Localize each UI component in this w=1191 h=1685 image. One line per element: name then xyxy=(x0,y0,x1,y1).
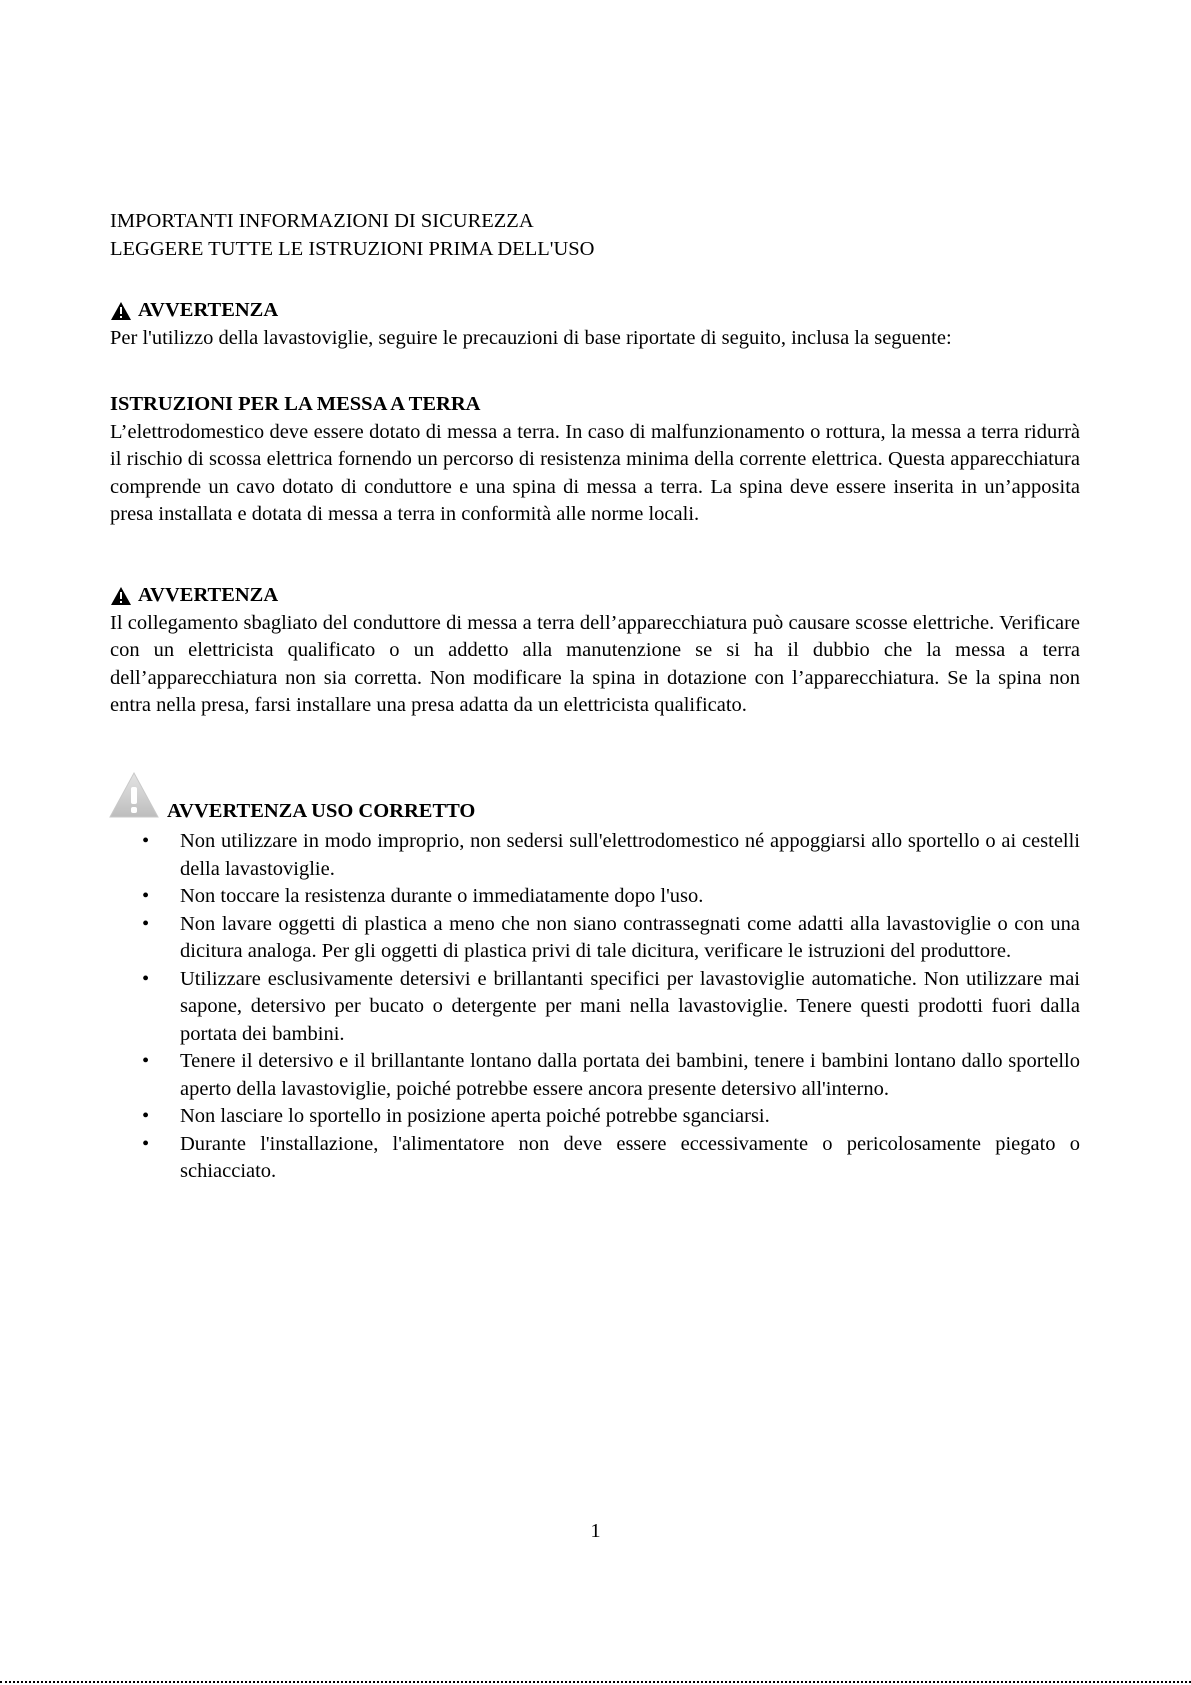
warning-triangle-icon xyxy=(108,771,160,819)
grounding-title: ISTRUZIONI PER LA MESSA A TERRA xyxy=(110,393,481,415)
header-title: IMPORTANTI INFORMAZIONI DI SICUREZZA xyxy=(110,210,534,232)
warning-triangle-icon xyxy=(110,301,132,321)
list-item-text: Non lavare oggetti di plastica a meno che non siano contrassegnati come adatti alla lavastoviglie o con una dicitura analoga. Per gli oggetti di plastica privi di tale dicitura, verificare le istruzioni del produttore. xyxy=(180,912,1080,962)
list-item xyxy=(110,1131,1080,1186)
grounding-section xyxy=(110,391,1080,529)
list-item-text: Non toccare la resistenza durante o immediatamente dopo l'uso. xyxy=(180,885,704,907)
list-item xyxy=(110,911,1080,966)
list-item-text: Non utilizzare in modo improprio, non sedersi sull'elettrodomestico né appoggiarsi allo sportello o ai cestelli della lavastoviglie. xyxy=(180,830,1080,880)
warning-heading xyxy=(110,582,1080,610)
list-item xyxy=(110,883,1080,911)
bullet-point: • xyxy=(142,830,150,852)
warning-heading xyxy=(110,297,1080,325)
list-item xyxy=(110,828,1080,883)
bullet-point: • xyxy=(142,912,150,935)
bullet-list xyxy=(110,828,1080,1186)
list-item-text: Tenere il detersivo e il brillantante lontano dalla portata dei bambini, tenere i bambini lontano dallo sportello aperto della lavastoviglie, poiché potrebbe essere ancora presente detersivo all'interno. xyxy=(180,1050,1080,1100)
correct-use-list xyxy=(110,828,1080,1186)
list-item xyxy=(110,1103,1080,1131)
grounding-body: L’elettrodomestico deve essere dotato di messa a terra. In caso di malfunzionamento o rottura, la messa a terra ridurrà il rischio di scossa elettrica fornendo un percorso di resistenza minima della corrente elettrica. Questa apparecchiatura comprende un cavo dotato di conduttore e una spina di messa a terra. La spina deve essere inserita in un’apposita presa installata e dotata di messa a terra in conformità alle norme locali. xyxy=(110,420,1080,525)
warning-title: AVVERTENZA xyxy=(138,299,279,321)
warning-title: AVVERTENZA xyxy=(138,584,279,606)
header-subtitle: LEGGERE TUTTE LE ISTRUZIONI PRIMA DELL'USO xyxy=(110,237,595,260)
bullet-point: • xyxy=(142,1105,150,1127)
warning-section-general xyxy=(110,297,1080,352)
list-item xyxy=(110,966,1080,1049)
warning-section-grounding xyxy=(110,582,1080,720)
list-item-text: Non lasciare lo sportello in posizione aperta poiché potrebbe sganciarsi. xyxy=(180,1105,770,1127)
bullet-point: • xyxy=(142,1132,150,1155)
warning-body: Per l'utilizzo della lavastoviglie, seguire le precauzioni di base riportate di seguito, inclusa la seguente: xyxy=(110,326,952,349)
page-number: 1 xyxy=(590,1520,601,1542)
list-item xyxy=(110,1048,1080,1103)
page-border xyxy=(0,1681,1191,1683)
warning-triangle-icon xyxy=(110,586,132,606)
bullet-point: • xyxy=(142,1050,150,1072)
bullet-point: • xyxy=(142,885,150,907)
list-item-text: Utilizzare esclusivamente detersivi e brillantanti specifici per lavastoviglie automatiche. Non utilizzare mai sapone, detersivo per bucato o detergente per mani nella lavastoviglie. Tenere questi prodotti fuori dalla portata dei bambini. xyxy=(180,967,1080,1045)
warning-body: Il collegamento sbagliato del conduttore di messa a terra dell’apparecchiatura può causare scosse elettriche. Verificare con un elettricista qualificato o un addetto alla manutenzione se si ha il dubbio che la messa a terra dell’apparecchiatura non sia corretta. Non modificare la spina in dotazione con l’apparecchiatura. Se la spina non entra nella presa, farsi installare una presa adatta da un elettricista qualificato. xyxy=(110,611,1080,716)
document-header xyxy=(110,208,1080,263)
bullet-point: • xyxy=(142,967,150,990)
warning-title: AVVERTENZA USO CORRETTO xyxy=(167,800,476,822)
list-item-text: Durante l'installazione, l'alimentatore non deve essere eccessivamente o pericolosamente piegato o schiacciato. xyxy=(180,1132,1080,1182)
